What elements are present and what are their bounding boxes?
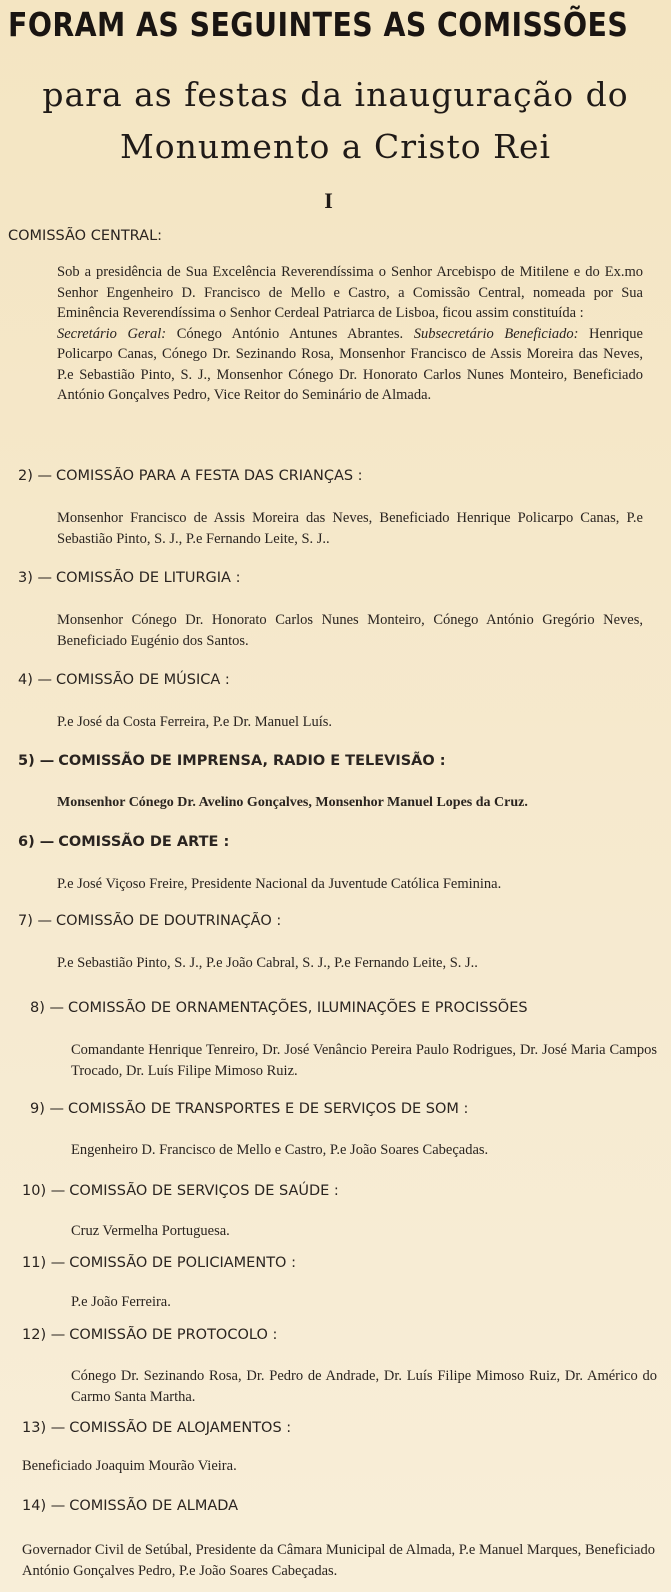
commission-members: Engenheiro D. Francisco de Mello e Castro, P.e João Soares Cabeçadas. xyxy=(71,1142,489,1158)
commission-number: 10) — xyxy=(22,1183,66,1199)
commission-number: 9) — xyxy=(30,1101,64,1117)
subtitle-line-1: para as festas da inauguração do xyxy=(42,75,629,114)
commission-heading xyxy=(22,1255,296,1271)
commission-members: Comandante Henrique Tenreiro, Dr. José Venâncio Pereira Paulo Rodrigues, Dr. José Maria Campos Trocado, Dr. Luís Filipe Mimoso Ruiz. xyxy=(71,1042,657,1079)
commission-number: 3) — xyxy=(18,570,52,586)
commission-title: COMISSÃO DE PROTOCOLO : xyxy=(69,1327,278,1343)
commission-heading xyxy=(22,1183,339,1199)
commission-heading xyxy=(18,913,281,929)
commission-title: COMISSÃO DE TRANSPORTES E DE SERVIÇOS DE SOM : xyxy=(68,1101,469,1117)
commission-members: P.e João Ferreira. xyxy=(71,1294,171,1310)
secretary-label: Secretário Geral: xyxy=(57,325,167,342)
commission-title: COMISSÃO DE DOUTRINAÇÃO : xyxy=(56,913,282,929)
commission-heading xyxy=(18,834,229,850)
commission-members: P.e José da Costa Ferreira, P.e Dr. Manuel Luís. xyxy=(57,714,333,730)
commission-number: 8) — xyxy=(30,1000,64,1016)
commission-title: COMISSÃO DE ALMADA xyxy=(69,1498,239,1514)
commission-members: Monsenhor Francisco de Assis Moreira das Neves, Beneficiado Henrique Policarpo Canas, P.e Sebastião Pinto, S. J., P.e Fernando Leite, S. J.. xyxy=(57,510,643,547)
central-commission-members xyxy=(57,324,643,406)
commission-number: 13) — xyxy=(22,1420,66,1436)
commission-title: COMISSÃO DE IMPRENSA, RADIO E TELEVISÃO : xyxy=(58,753,446,769)
subtitle-line-2: Monumento a Cristo Rei xyxy=(119,127,552,166)
commission-title: COMISSÃO PARA A FESTA DAS CRIANÇAS : xyxy=(56,468,363,484)
central-commission-heading: COMISSÃO CENTRAL: xyxy=(8,228,163,244)
commission-number: 7) — xyxy=(18,913,52,929)
commission-title: COMISSÃO DE ORNAMENTAÇÕES, ILUMINAÇÕES E PROCISSÕES xyxy=(68,1000,528,1016)
commission-members: Governador Civil de Setúbal, Presidente da Câmara Municipal de Almada, P.e Manuel Marques, Beneficiado António Gonçalves Pedro, P.e João Soares Cabeçadas. xyxy=(22,1542,655,1579)
commission-title: COMISSÃO DE MÚSICA : xyxy=(56,672,230,688)
commission-members: Cónego Dr. Sezinando Rosa, Dr. Pedro de Andrade, Dr. Luís Filipe Mimoso Ruiz, Dr. Américo do Carmo Santa Martha. xyxy=(71,1368,657,1405)
commission-heading xyxy=(30,1000,528,1016)
section-numeral: I xyxy=(324,188,333,213)
commission-heading xyxy=(18,672,230,688)
commission-heading xyxy=(22,1420,291,1436)
secretary-name: Cónego António Antunes Abrantes. xyxy=(176,325,404,342)
commission-members: Monsenhor Cónego Dr. Avelino Gonçalves, Monsenhor Manuel Lopes da Cruz. xyxy=(57,795,528,810)
central-commission-intro: Sob a presidência de Sua Excelência Reverendíssima o Senhor Arcebispo de Mitilene e do Ex.mo Senhor Engenheiro D. Francisco de Mello e Castro, a Comissão Central, nomeada por Sua Eminência Reverendíssima o Senhor Cerdeal Patriarca de Lisboa, ficou assim constituída : xyxy=(57,264,643,321)
commission-number: 12) — xyxy=(22,1327,66,1343)
commission-members: P.e José Viçoso Freire, Presidente Nacional da Juventude Católica Feminina. xyxy=(57,876,502,892)
commission-title: COMISSÃO DE ALOJAMENTOS : xyxy=(69,1420,292,1436)
commission-heading xyxy=(30,1101,468,1117)
headline: FORAM AS SEGUINTES AS COMISSÕES xyxy=(8,5,629,44)
commission-members: P.e Sebastião Pinto, S. J., P.e João Cabral, S. J., P.e Fernando Leite, S. J.. xyxy=(57,955,478,971)
commission-title: COMISSÃO DE SERVIÇOS DE SAÚDE : xyxy=(69,1183,339,1199)
commission-title: COMISSÃO DE POLICIAMENTO : xyxy=(69,1255,296,1271)
commission-members: Monsenhor Cónego Dr. Honorato Carlos Nunes Monteiro, Cónego António Gregório Neves, Beneficiado Eugénio dos Santos. xyxy=(57,612,643,649)
commission-heading xyxy=(22,1327,277,1343)
commission-members: Beneficiado Joaquim Mourão Vieira. xyxy=(22,1458,237,1474)
commission-title: COMISSÃO DE ARTE : xyxy=(58,834,230,850)
commission-number: 6) — xyxy=(18,834,55,850)
commission-heading xyxy=(22,1498,238,1514)
commission-number: 4) — xyxy=(18,672,52,688)
commission-number: 14) — xyxy=(22,1498,66,1514)
commission-heading xyxy=(18,570,240,586)
commission-heading xyxy=(18,753,446,769)
commission-number: 5) — xyxy=(18,753,55,769)
subsecretary-label: Subsecretário Beneficiado: xyxy=(413,325,579,342)
commission-members: Cruz Vermelha Portuguesa. xyxy=(71,1223,230,1239)
commission-number: 11) — xyxy=(22,1255,66,1271)
central-members: Henrique Policarpo Canas, Cónego Dr. Sezinando Rosa, Monsenhor Francisco de Assis Moreira das Neves, P.e Sebastião Pinto, S. J., Monsenhor Cónego Dr. Honorato Carlos Nunes Monteiro, Beneficiado António Gonçalves Pedro, Vice Reitor do Seminário de Almada. xyxy=(57,325,643,403)
central-commission-text xyxy=(57,262,643,406)
commission-number: 2) — xyxy=(18,468,52,484)
commission-title: COMISSÃO DE LITURGIA : xyxy=(56,570,241,586)
commission-heading xyxy=(18,468,363,484)
